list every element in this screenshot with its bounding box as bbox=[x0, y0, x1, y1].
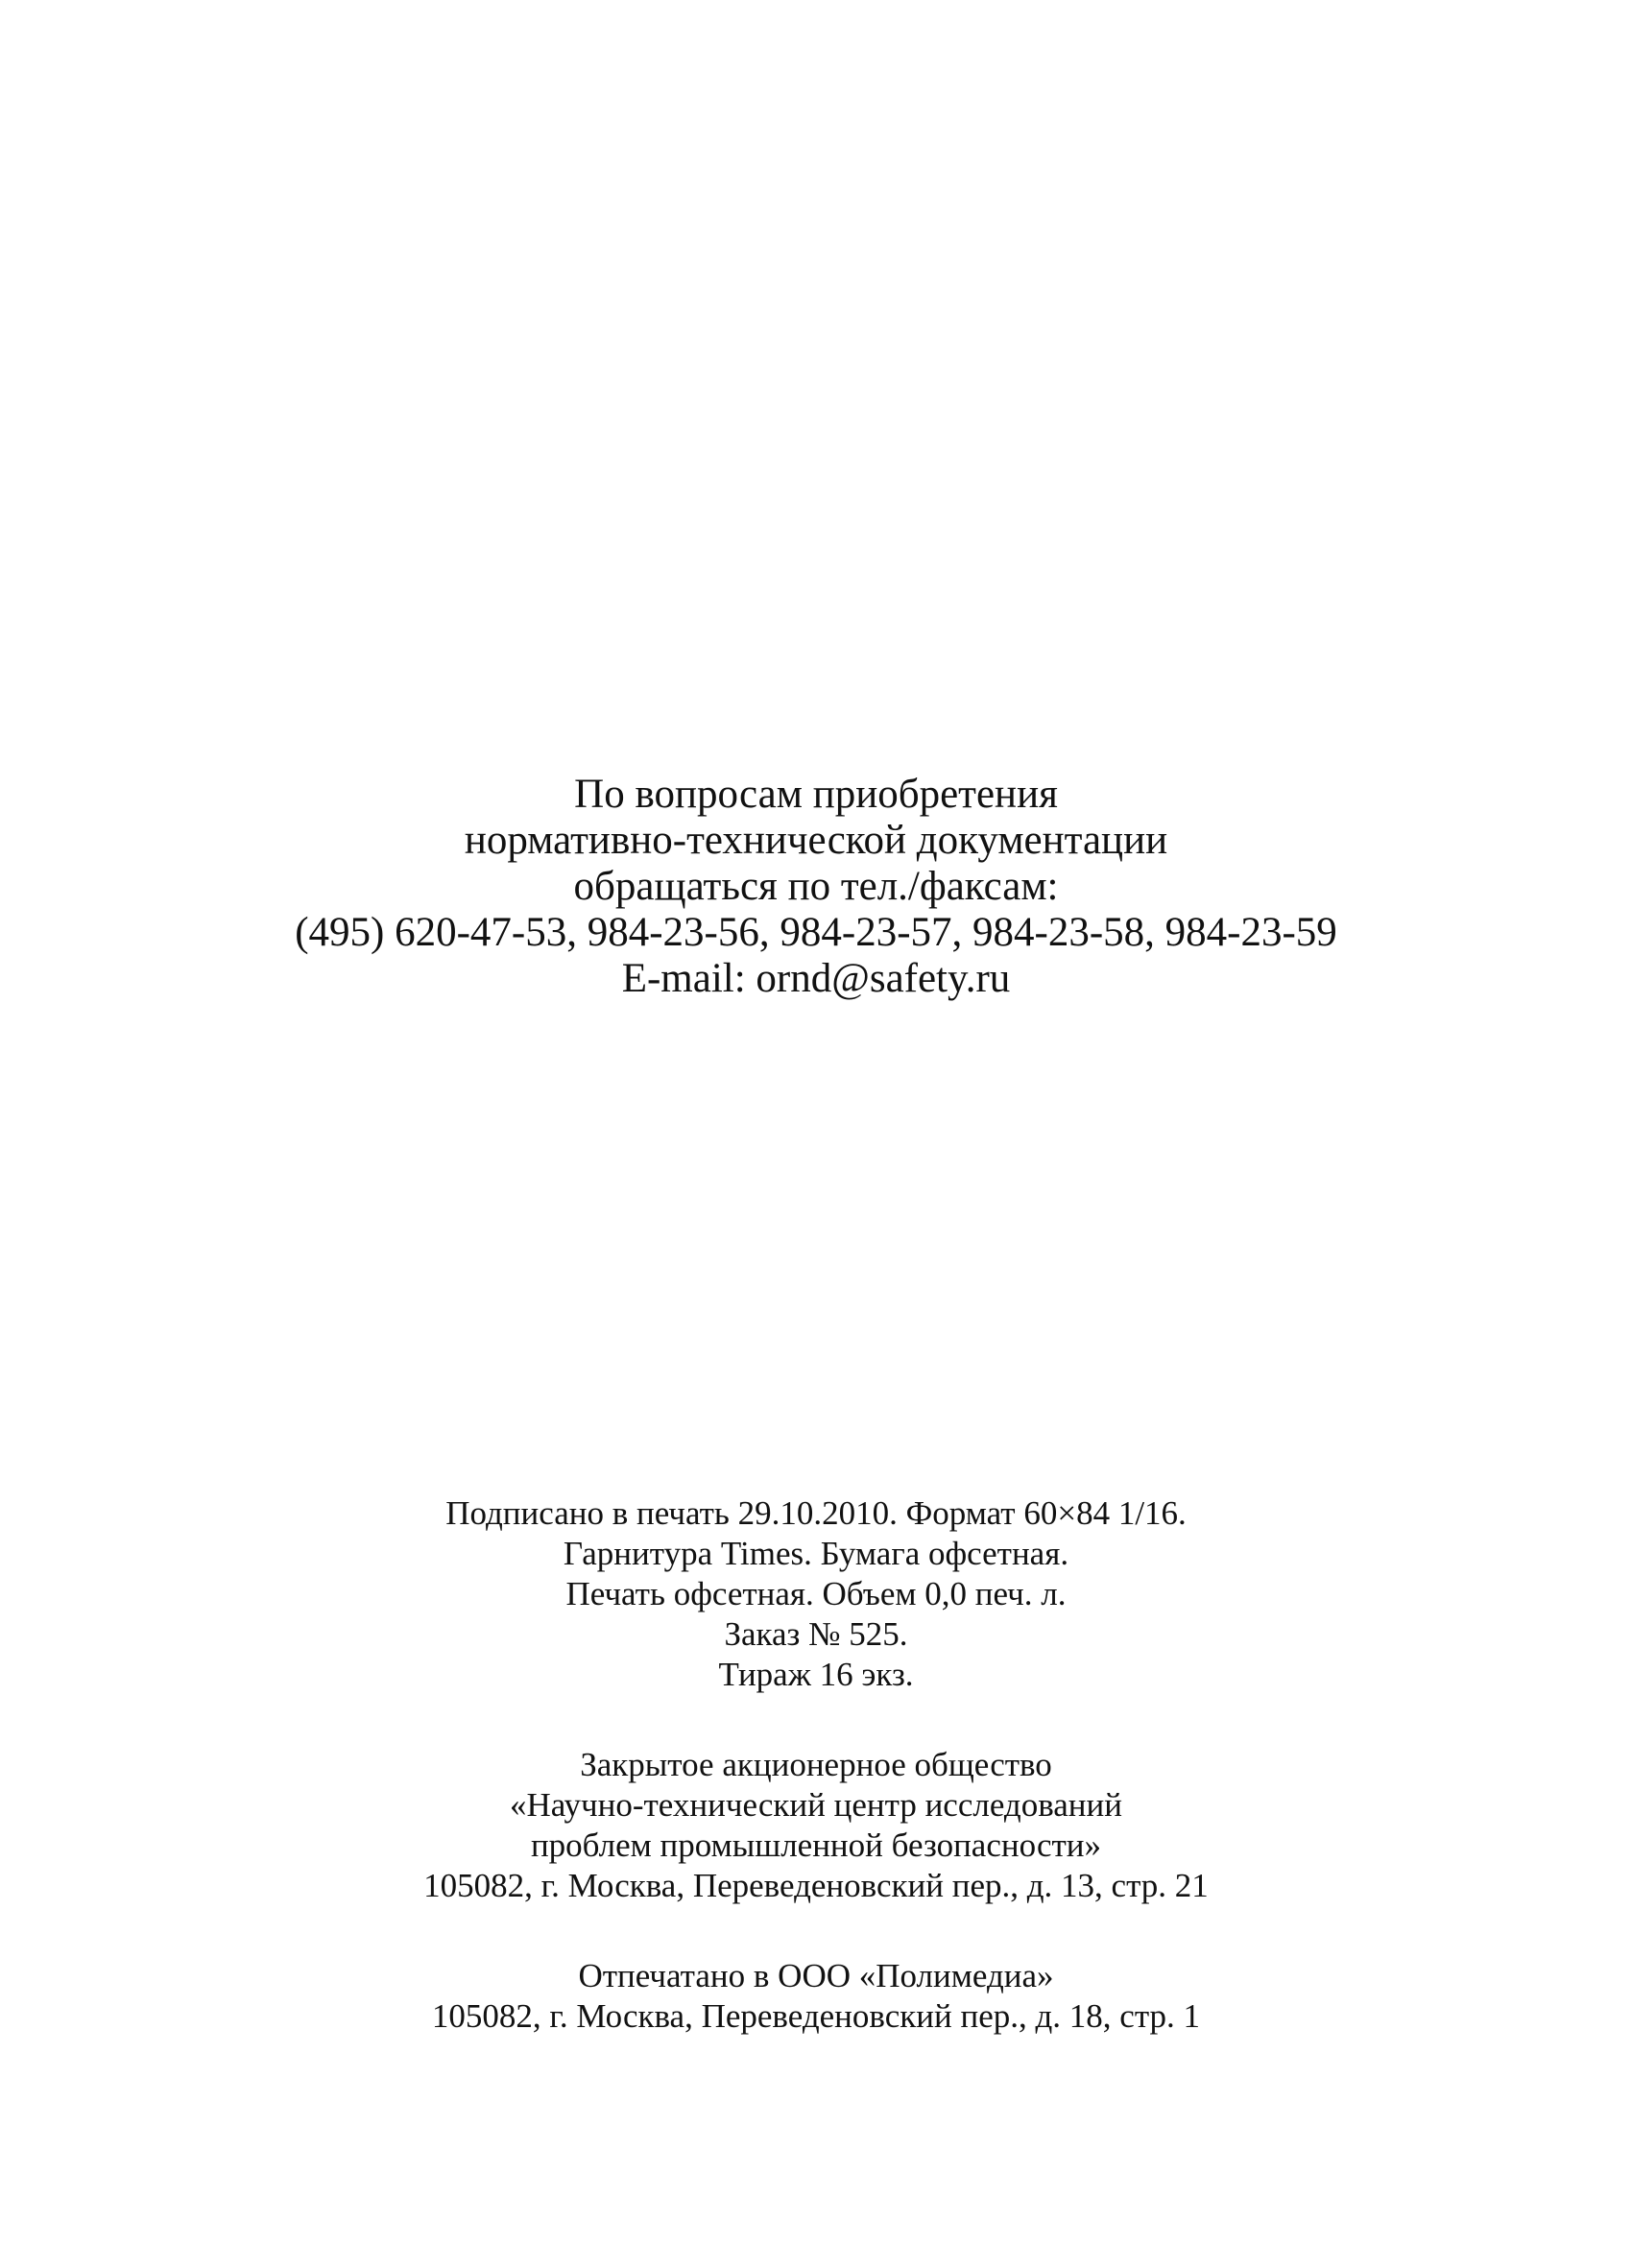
imprint-line-signed: Подписано в печать 29.10.2010. Формат 60×84 1/16. bbox=[445, 1494, 1187, 1532]
publisher-line-name-2: проблем промышленной безопасности» bbox=[530, 1826, 1102, 1864]
printer-block bbox=[0, 1956, 1632, 2037]
publisher-line-type: Закрытое акционерное общество bbox=[580, 1746, 1052, 1783]
printer-line-address: 105082, г. Москва, Переведеновский пер., д. 18, стр. 1 bbox=[431, 1997, 1201, 2035]
contact-line-email: E-mail: ornd@safety.ru bbox=[621, 956, 1011, 1001]
imprint-block bbox=[0, 1493, 1632, 1695]
printer-line-name: Отпечатано в ООО «Полимедиа» bbox=[578, 1957, 1054, 1994]
contact-info-block bbox=[0, 772, 1632, 1002]
contact-line-phones-label: обращаться по тел./факсам: bbox=[573, 864, 1059, 909]
publisher-line-name-1: «Научно-технический центр исследований bbox=[509, 1786, 1122, 1824]
contact-line-documentation: нормативно-технической документации bbox=[464, 818, 1168, 863]
imprint-line-typeface: Гарнитура Times. Бумага офсетная. bbox=[563, 1535, 1069, 1572]
contact-line-phone-numbers: (495) 620-47-53, 984-23-56, 984-23-57, 984-23-58, 984-23-59 bbox=[295, 910, 1337, 955]
publisher-line-address: 105082, г. Москва, Переведеновский пер., д. 13, стр. 21 bbox=[423, 1867, 1209, 1904]
imprint-line-order: Заказ № 525. bbox=[724, 1615, 908, 1653]
imprint-line-circulation: Тираж 16 экз. bbox=[718, 1656, 914, 1693]
publisher-block bbox=[0, 1745, 1632, 1906]
contact-line-intro: По вопросам приобретения bbox=[574, 772, 1058, 817]
imprint-line-print-volume: Печать офсетная. Объем 0,0 печ. л. bbox=[565, 1575, 1067, 1612]
